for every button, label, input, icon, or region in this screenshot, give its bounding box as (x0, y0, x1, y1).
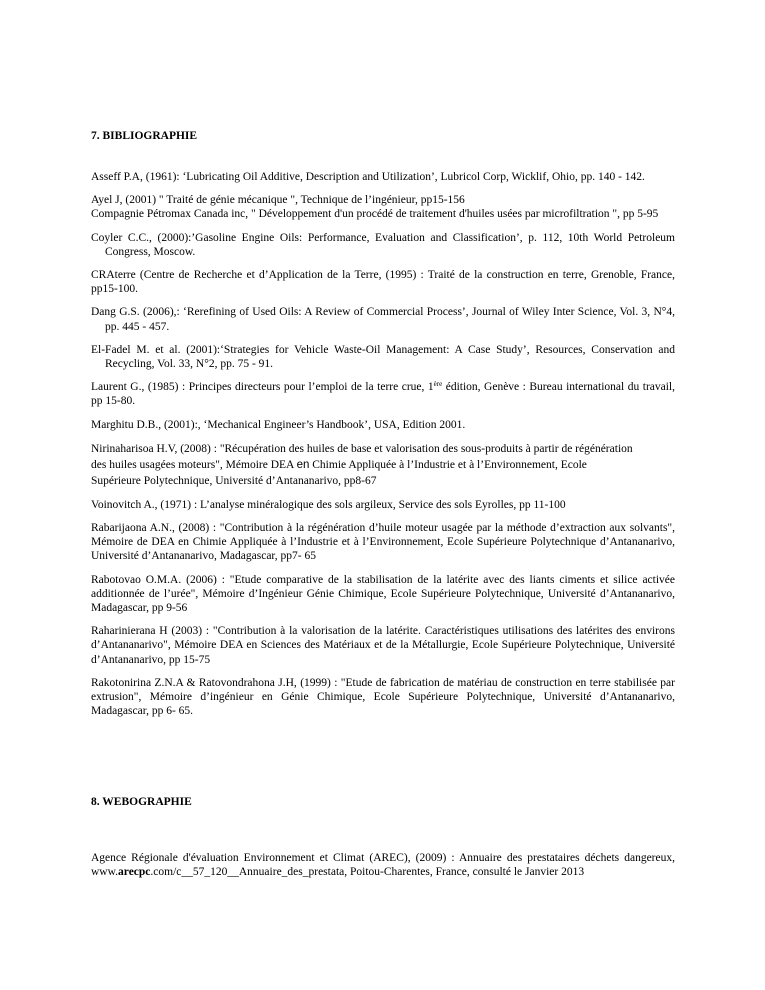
ref-nirinaharisoa: Nirinaharisoa H.V, (2008) : "Récupération des huiles de base et valorisation des sous-produits à partir de régénération des huiles usagées moteurs", Mémoire DEA en Chimie Appliquée à l’Industrie et à l’Environnement, Ecole Supérieure Polytechnique, Université d’Antananarivo, pp8-67 (91, 442, 633, 487)
ref-dang: Dang G.S. (2006),: ‘Rerefining of Used Oils: A Review of Commercial Process’, Journal of Wiley Inter Science, Vol. 3, N°4, pp. 445 - 457. (91, 306, 675, 333)
ref-coyler: Coyler C.C., (2000):’Gasoline Engine Oils: Performance, Evaluation and Classification’, p. 112, 10th World Petroleum Congress, Moscow. (91, 231, 675, 258)
bibliography-list (91, 170, 675, 727)
ref-asseff: Asseff P.A, (1961): ‘Lubricating Oil Additive, Description and Utilization’, Lubricol Corp, Wicklif, Ohio, pp. 140 - 142. (91, 171, 645, 183)
ref-arec: Agence Régionale d'évaluation Environnement et Climat (AREC), (2009) : Annuaire des prestataires déchets dangereux, www.arecpc.com/c__57_120__Annuaire_des_prestata, Poitou-Charentes, France, consulté le Janvier 2013 (91, 852, 675, 879)
ref-el-fadel: El-Fadel M. et al. (2001):‘Strategies for Vehicle Waste-Oil Management: A Case Study’, Resources, Conservation and Recycling, Vol. 33, N°2, pp. 75 - 91. (91, 343, 675, 371)
ref-marghitu: Marghitu D.B., (2001):, ‘Mechanical Engineer’s Handbook’, USA, Edition 2001. (91, 418, 466, 431)
ref-craterre: CRAterre (Centre de Recherche et d’Application de la Terre, (1995) : Traité de la construction en terre, Grenoble, France, pp15-100. (91, 269, 675, 296)
ref-rabarijaona: Rabarijaona A.N., (2008) : "Contribution à la régénération d’huile moteur usagée par la méthode d’extraction aux solvants", Mémoire de DEA en Chimie Appliquée à l’Industrie et à l’Environnement, Ecole Supérieure Polytechnique d’Antananarivo, Université d’Antananarivo, Madagascar, pp7- 65 (91, 522, 675, 563)
webography-list (91, 851, 675, 888)
ref-voinovitch: Voinovitch A., (1971) : L’analyse minéralogique des sols argileux, Service des sols Eyrolles, pp 11-100 (91, 498, 566, 511)
ref-ayel: Ayel J, (2001) " Traité de génie mécanique ", Technique de l’ingénieur, pp15-156 (91, 194, 465, 207)
ref-laurent: Laurent G., (1985) : Principes directeurs pour l’emploi de la terre crue, 1ère édition, Genève : Bureau international du travail, pp 15-80. (91, 380, 676, 408)
webography-heading: 8. WEBOGRAPHIE (91, 796, 192, 808)
ref-rabotovao: Rabotovao O.M.A. (2006) : "Etude comparative de la stabilisation de la latérite avec des liants ciments et silice activée additionnée de l’urée", Mémoire d’Ingénieur Génie Chimique, Ecole Supérieure Polytechnique, Université d’Antananarivo, Madagascar, pp 9-56 (91, 573, 675, 615)
ref-rakotonirina: Rakotonirina Z.N.A & Ratovondrahona J.H, (1999) : "Etude de fabrication de matériau de construction en terre stabilisée par extrusion", Mémoire d’ingénieur en Génie Chimique, Ecole Supérieure Polytechnique, Université d’Antananarivo, Madagascar, pp 6- 65. (91, 676, 675, 718)
ref-raharinierana: Raharinierana H (2003) : "Contribution à la valorisation de la latérite. Caractéristiques utilisations des latérites des environs d’Antananarivo", Mémoire DEA en Sciences des Matériaux et de la Métallurgie, Ecole Supérieure Polytechnique, Université d’Antananarivo, pp 15-75 (91, 625, 675, 666)
bibliography-heading: 7. BIBLIOGRAPHIE (91, 130, 198, 142)
ref-petromax: Compagnie Pétromax Canada inc, " Développement d'un procédé de traitement d'huiles usées par microfiltration ", pp 5-95 (91, 208, 659, 221)
